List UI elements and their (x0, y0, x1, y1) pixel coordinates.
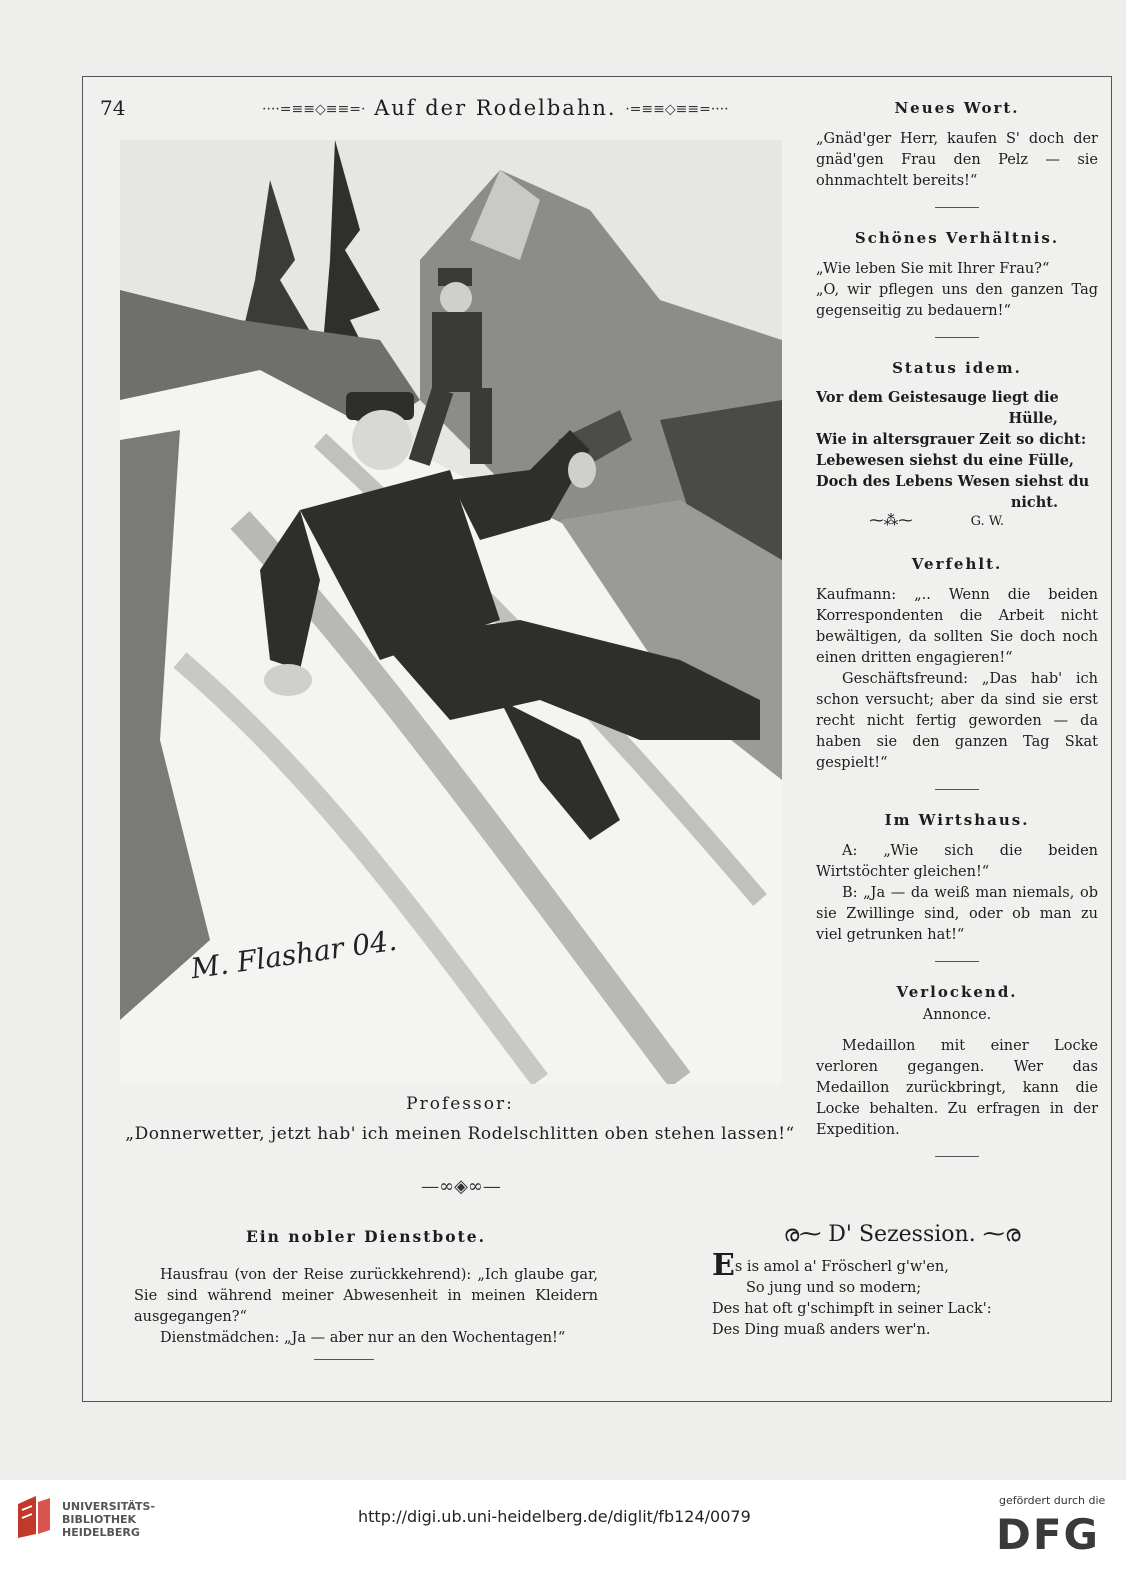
heading-status-idem: Status idem. (892, 359, 1022, 377)
center-ornament: —∞◈∞— (421, 1176, 501, 1197)
verse-line: So jung und so modern; (746, 1280, 922, 1296)
sezession-title: D' Sezession. (828, 1222, 976, 1247)
sezession-ornament-left: ര⁓ (783, 1222, 822, 1247)
library-name-line: UNIVERSITÄTS- (62, 1500, 156, 1513)
section-divider (314, 1359, 374, 1360)
poem-line: nicht. (1010, 494, 1058, 511)
section-divider (935, 789, 979, 790)
poem-footer (816, 511, 1098, 532)
text-nobler-dienstbote-1: Hausfrau (von der Reise zurückkehrend): „Ich glaube gar, Sie sind während meiner Abwesenheit in meinen Kleidern ausgegangen?“ (134, 1267, 598, 1325)
poem-line: Doch des Lebens Wesen siehst du (816, 473, 1090, 490)
footer-bar (0, 1480, 1126, 1573)
poem-line: Wie in altersgrauer Zeit so dicht: (816, 431, 1087, 448)
poem-signature: G. W. (970, 514, 1005, 529)
permalink-url[interactable]: http://digi.ub.uni-heidelberg.de/diglit/fb124/0079 (358, 1507, 751, 1526)
heading-neues-wort: Neues Wort. (894, 99, 1020, 117)
subheading-annonce: Annonce. (922, 1007, 992, 1023)
text-verfehlt-2: Geschäftsfreund: „Das hab' ich schon versucht; aber da sind sie erst recht nicht fertig geworden — da haben sie den ganzen Tag Skat gespielt!“ (816, 671, 1098, 771)
text-nobler-dienstbote-2: Dienstmädchen: „Ja — aber nur an den Wochentagen!“ (160, 1330, 566, 1346)
poem-line: Hülle, (1008, 410, 1058, 427)
title-ornament-right: ·=≡≡◇≡≡=···· (625, 101, 729, 118)
caption-quote: „Donnerwetter, jetzt hab' ich meinen Rodelschlitten oben stehen lassen!“ (125, 1124, 795, 1144)
dropcap: E (712, 1248, 735, 1283)
heading-verfehlt: Verfehlt. (911, 555, 1003, 573)
text-neues-wort: „Gnäd'ger Herr, kaufen S' doch der gnäd'gen Frau den Pelz — sie ohnmachtelt bereits!“ (816, 131, 1098, 189)
text-verfehlt-1: Kaufmann: „.. Wenn die beiden Korrespondenten die Arbeit nicht bewältigen, da sollten Sie doch noch einen dritten engagieren!“ (816, 587, 1098, 666)
section-divider (935, 961, 979, 962)
heading-verlockend: Verlockend. (896, 983, 1018, 1001)
artist-signature: M. Flashar 04. (188, 923, 399, 986)
heading-im-wirtshaus: Im Wirtshaus. (884, 811, 1030, 829)
title-text: Auf der Rodelbahn. (374, 96, 617, 120)
right-column (816, 98, 1098, 1177)
heading-schoenes-verhaeltnis: Schönes Verhältnis. (854, 229, 1060, 247)
verse-line: Des hat oft g'schimpft in seiner Lack': (712, 1301, 992, 1317)
section-divider (935, 1156, 979, 1157)
title-ornament-left: ····=≡≡◇≡≡=· (262, 101, 366, 118)
sezession-verse (712, 1248, 1092, 1341)
university-library-logo-icon[interactable] (14, 1494, 54, 1540)
sezession-ornament-right: ⁓ര (982, 1222, 1021, 1247)
text-im-wirtshaus-1: A: „Wie sich die beiden Wirtstöchter gleichen!“ (816, 843, 1098, 880)
section-divider (935, 337, 979, 338)
caption-speaker: Professor: (406, 1094, 514, 1114)
heading-sezession (712, 1224, 1092, 1245)
text-schoenes-verhaeltnis-1: „Wie leben Sie mit Ihrer Frau?“ (816, 261, 1050, 277)
poem-line: Vor dem Geistesauge liegt die (816, 389, 1059, 406)
text-verlockend: Medaillon mit einer Locke verloren gegangen. Wer das Medaillon zurückbringt, kann die Locke behalten. Zu erfragen in der Expedition. (816, 1038, 1098, 1138)
verse-line: Des Ding muaß anders wer'n. (712, 1322, 931, 1338)
illustration-drawing (120, 140, 782, 1084)
library-name-line: BIBLIOTHEK (62, 1513, 137, 1526)
verse-line (712, 1248, 1092, 1283)
funding-label: gefördert durch die (999, 1494, 1106, 1507)
bottom-right-column (712, 1222, 1092, 1341)
dfg-logo[interactable]: DFG (996, 1510, 1101, 1559)
poem-ornament: ⁓⁂⁓ (869, 513, 913, 529)
bottom-left-column (134, 1226, 598, 1360)
library-name[interactable] (62, 1500, 155, 1539)
text-im-wirtshaus-2: B: „Ja — da weiß man niemals, ob sie Zwillinge sind, oder ob man zu viel getrunken hat!“ (816, 885, 1098, 943)
page-title (262, 96, 729, 120)
library-name-line: HEIDELBERG (62, 1526, 140, 1539)
text-schoenes-verhaeltnis-2: „O, wir pflegen uns den ganzen Tag gegenseitig zu bedauern!“ (816, 282, 1098, 319)
sled-illustration (120, 140, 782, 1084)
poem-status-idem (816, 387, 1098, 513)
verse-line-text: s is amol a' Fröscherl g'w'en, (734, 1259, 949, 1275)
poem-line: Lebewesen siehst du eine Fülle, (816, 452, 1074, 469)
page-number: 74 (100, 96, 126, 120)
section-divider (935, 207, 979, 208)
heading-nobler-dienstbote: Ein nobler Dienstbote. (245, 1227, 487, 1246)
